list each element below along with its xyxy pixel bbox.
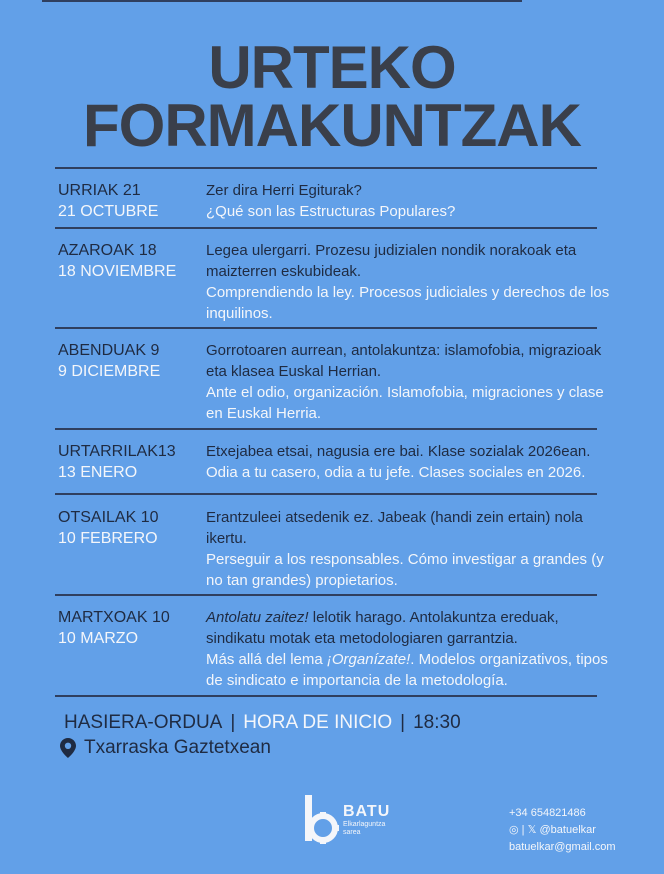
session-description: [206, 180, 616, 222]
email: batuelkar@gmail.com: [509, 841, 616, 853]
map-pin-icon: [60, 738, 76, 758]
description-eu: Gorrotoaren aurrean, antolakuntza: islamofobia, migrazioak eta klasea Euskal Herrian.: [206, 342, 602, 380]
session-description: [206, 441, 616, 483]
description-eu-text: lelotik harago. Antolakuntza ereduak, sindikatu motak eta metodologiaren garrantzia.: [206, 609, 559, 647]
separator: |: [400, 712, 406, 733]
date-eu: URRIAK 21: [58, 182, 141, 199]
description-eu: Etxejabea etsai, nagusia ere bai. Klase sozialak 2026ean.: [206, 443, 591, 460]
social: [509, 822, 616, 839]
session-date: [58, 507, 208, 549]
date-es: 13 ENERO: [58, 464, 138, 481]
gear-b-logo-icon: [303, 795, 339, 845]
logo-subtitle-1: Elkarlaguntza: [343, 821, 386, 828]
slogan-es: ¡Organízate!: [326, 651, 411, 668]
description-es: Odia a tu casero, odia a tu jefe. Clases sociales en 2026.: [206, 464, 586, 481]
top-border: [42, 0, 522, 2]
description-es: [206, 649, 616, 691]
slogan-eu: Antolatu zaitez!: [206, 609, 309, 626]
date-eu: ABENDUAK 9: [58, 342, 160, 359]
session-description: [206, 507, 616, 591]
description-es-pre: Más allá del lema: [206, 651, 327, 668]
description-es-text: . Modelos organizativos, tipos de sindicato e importancia de la metodología.: [206, 651, 608, 689]
date-eu: URTARRILAK13: [58, 443, 176, 460]
logo-subtitle-2: sarea: [343, 829, 361, 836]
description-es: Comprendiendo la ley. Procesos judiciales y derechos de los inquilinos.: [206, 284, 610, 322]
phone: +34 654821486: [509, 807, 586, 819]
description-eu: Legea ulergarri. Prozesu judizialen nondik norakoak eta maizterren eskubideak.: [206, 242, 577, 280]
date-es: 10 MARZO: [58, 630, 139, 647]
divider: [55, 493, 597, 495]
session-date: [58, 441, 208, 483]
logo-text: [343, 803, 390, 837]
session-date: [58, 180, 208, 222]
start-time-value: 18:30: [413, 712, 461, 733]
description-es: Perseguir a los responsables. Cómo investigar a grandes (y no tan grandes) propietarios.: [206, 551, 604, 589]
divider: [55, 327, 597, 329]
contact-info: [509, 805, 616, 856]
title-line-1: URTEKO: [208, 34, 456, 101]
session-description: [206, 607, 616, 691]
session-description: [206, 340, 616, 424]
session-date: [58, 340, 208, 382]
date-eu: AZAROAK 18: [58, 242, 157, 259]
start-label-eu: HASIERA-ORDUA: [64, 712, 223, 733]
session-date: [58, 607, 208, 649]
date-eu: MARTXOAK 10: [58, 609, 170, 626]
description-eu: Zer dira Herri Egiturak?: [206, 182, 362, 199]
date-es: 10 FEBRERO: [58, 530, 158, 547]
session-description: [206, 240, 616, 324]
date-es: 18 NOVIEMBRE: [58, 263, 177, 280]
divider: [55, 167, 597, 169]
start-label-es: HORA DE INICIO: [243, 712, 393, 733]
date-eu: OTSAILAK 10: [58, 509, 159, 526]
description-eu: [206, 607, 616, 649]
divider: [55, 428, 597, 430]
divider: [55, 227, 597, 229]
batu-logo: [303, 795, 390, 845]
start-time: [64, 712, 461, 734]
divider: [55, 594, 597, 596]
session-date: [58, 240, 208, 282]
x-icon: | 𝕏: [518, 824, 540, 836]
location: [60, 737, 271, 759]
logo-name: BATU: [343, 803, 391, 820]
separator: |: [230, 712, 236, 733]
instagram-icon: ◎: [509, 824, 519, 836]
description-es: Ante el odio, organización. Islamofobia, migraciones y clase en Euskal Herria.: [206, 384, 604, 422]
divider: [55, 695, 597, 697]
location-text: Txarraska Gaztetxean: [84, 737, 271, 758]
date-es: 9 DICIEMBRE: [58, 363, 161, 380]
title-line-2: FORMAKUNTZAK: [83, 92, 581, 159]
description-es: ¿Qué son las Estructuras Populares?: [206, 203, 456, 220]
date-es: 21 OCTUBRE: [58, 203, 159, 220]
social-handle: @batuelkar: [539, 824, 596, 836]
description-eu: Erantzuleei atsedenik ez. Jabeak (handi zein ertain) nola ikertu.: [206, 509, 583, 547]
